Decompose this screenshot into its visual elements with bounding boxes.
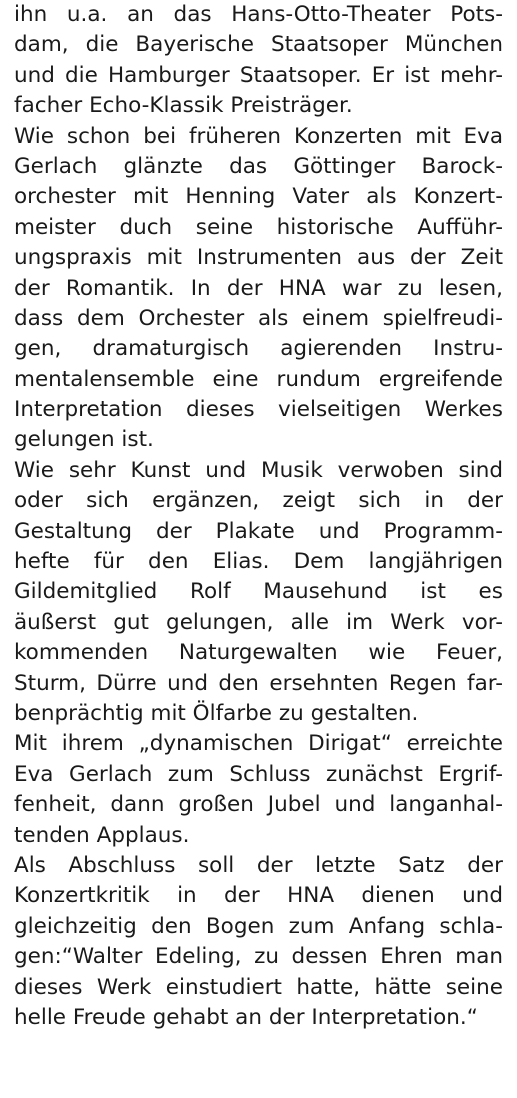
text-line: Mit ihrem „dynamischen Dirigat“ erreichte (14, 731, 503, 757)
paragraph (14, 456, 503, 730)
text-line: meister duch seine historische Aufführ- (14, 214, 503, 240)
text-line: benprächtig mit Ölfarbe zu gestalten. (14, 700, 419, 726)
text-line: ungspraxis mit Instrumenten aus der Zeit (14, 245, 503, 271)
text-line: gen, dramaturgisch agierenden Instru- (14, 336, 503, 362)
text-line: dass dem Orchester als einem spielfreudi- (14, 305, 503, 331)
text-line: Gildemitglied Rolf Mausehund ist es (14, 579, 503, 605)
text-line: gelungen ist. (14, 427, 154, 453)
text-line: orchester mit Henning Vater als Konzert- (14, 184, 503, 210)
paragraph (14, 122, 503, 456)
text-line: Eva Gerlach zum Schluss zunächst Ergrif- (14, 761, 503, 787)
text-line: Gestaltung der Plakate und Programm- (14, 518, 503, 544)
article-body (14, 0, 503, 1033)
text-line: gen:“Walter Edeling, zu dessen Ehren man (14, 944, 503, 970)
text-line: Gerlach glänzte das Göttinger Barock- (14, 153, 503, 179)
text-line: dieses Werk einstudiert hatte, hätte seine (14, 974, 503, 1000)
text-line: helle Freude gehabt an der Interpretation.“ (14, 1004, 478, 1030)
text-line: oder sich ergänzen, zeigt sich in der (14, 488, 503, 514)
text-line: tenden Applaus. (14, 822, 190, 848)
text-line: Sturm, Dürre und den ersehnten Regen far- (14, 670, 503, 696)
text-line: mentalensemble eine rundum ergreifende (14, 366, 503, 392)
paragraph (14, 851, 503, 1033)
text-line: hefte für den Elias. Dem langjährigen (14, 549, 503, 575)
text-line: Wie schon bei früheren Konzerten mit Eva (14, 123, 503, 149)
text-line: facher Echo-Klassik Preisträger. (14, 93, 353, 119)
text-line: äußerst gut gelungen, alle im Werk vor- (14, 609, 503, 635)
text-line: und die Hamburger Staatsoper. Er ist mehr- (14, 62, 503, 88)
text-line: Konzertkritik in der HNA dienen und (14, 883, 503, 909)
text-line: dam, die Bayerische Staatsoper München (14, 32, 503, 58)
paragraph (14, 0, 503, 122)
paragraph (14, 729, 503, 851)
text-line: Als Abschluss soll der letzte Satz der (14, 852, 503, 878)
text-line: kommenden Naturgewalten wie Feuer, (14, 640, 503, 666)
text-line: Wie sehr Kunst und Musik verwoben sind (14, 457, 503, 483)
text-line: gleichzeitig den Bogen zum Anfang schla- (14, 913, 503, 939)
text-line: ihn u.a. an das Hans-Otto-Theater Pots- (14, 2, 503, 27)
text-line: der Romantik. In der HNA war zu lesen, (14, 275, 503, 301)
text-line: Interpretation dieses vielseitigen Werkes (14, 397, 503, 423)
text-line: fenheit, dann großen Jubel und langanhal- (14, 792, 503, 818)
